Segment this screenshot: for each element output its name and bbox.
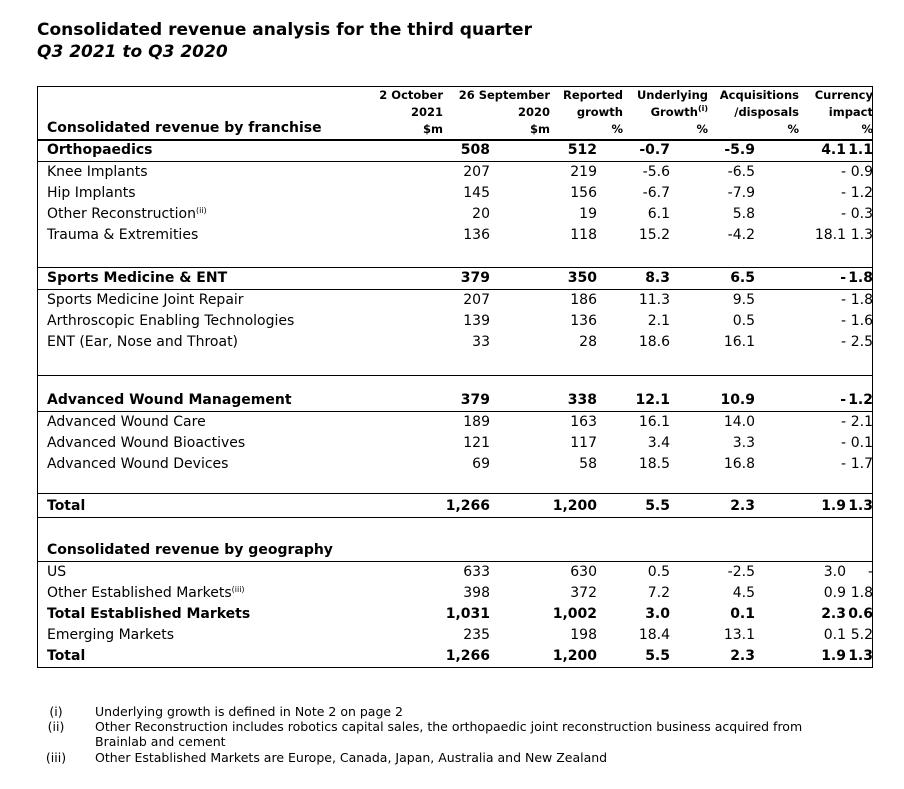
footnote-marker: (ii) [47,719,65,734]
table-row-geography: Total 1,266 1,200 5.5 2.3 1.9 1.3 [47,648,873,664]
table-row-orthopaedics: Orthopaedics 508 512 -0.7 -5.9 4.1 1.1 [47,142,873,158]
table-row: Arthroscopic Enabling Technologies 139 136 2.1 0.5 - 1.6 [47,313,873,329]
section-divider [37,493,873,494]
column-header-2021: 2 October 2021 $m [379,88,443,136]
geography-heading: Consolidated revenue by geography [47,542,333,558]
table-row: ENT (Ear, Nose and Throat) 33 28 18.6 16.1 - 2.5 [47,334,873,350]
table-row-wound-management: Advanced Wound Management 379 338 12.1 10.9 - 1.2 [47,392,873,408]
section-divider [37,517,873,518]
franchise-heading: Consolidated revenue by franchise [47,120,322,136]
table-row: Advanced Wound Bioactives 121 117 3.4 3.3 - 0.1 [47,435,873,451]
table-row: Knee Implants 207 219 -5.6 -6.5 - 0.9 [47,164,873,180]
table-row-geography: Total Established Markets 1,031 1,002 3.0 0.1 2.3 0.6 [47,606,873,622]
table-row-sports-medicine: Sports Medicine & ENT 379 350 8.3 6.5 - 1.8 [47,270,873,286]
table-row: Sports Medicine Joint Repair 207 186 11.3 9.5 - 1.8 [47,292,873,308]
table-row: Other Reconstruction$^{(ii)}$ 20 19 6.1 5.8 - 0.3 [47,206,873,222]
page-title: Consolidated revenue analysis for the third quarter [37,20,532,40]
table-row: Advanced Wound Devices 69 58 18.5 16.8 - 1.7 [47,456,873,472]
footnote-marker: (iii) [45,750,67,765]
footnote-text: Brainlab and cement [95,734,226,749]
footnote-text: Other Reconstruction includes robotics capital sales, the orthopaedic joint reconstruction business acquired from [95,719,803,734]
footnote-text: Underlying growth is defined in Note 2 on page 2 [95,704,404,719]
table-row-geography: US 633 630 0.5 -2.5 3.0 - [47,564,873,580]
column-header-underlying-growth: Underlying Growth$^{(i)}$ % [636,88,708,136]
column-header-currency: Currency impact % [814,88,873,136]
table-row: Trauma & Extremities 136 118 15.2 -4.2 18.1 1.3 [47,227,873,243]
column-header-2020: 26 September 2020 $m [458,88,550,136]
table-row-geography: Emerging Markets 235 198 18.4 13.1 0.1 5.2 [47,627,873,643]
table-row-franchise-total: Total 1,266 1,200 5.5 2.3 1.9 1.3 [47,498,873,514]
table-row: Advanced Wound Care 189 163 16.1 14.0 - 2.1 [47,414,873,430]
column-header-acquisitions: Acquisitions /disposals % [719,88,799,136]
footnote-text: Other Established Markets are Europe, Canada, Japan, Australia and New Zealand [95,750,608,765]
table-row-geography: Other Established Markets$^{(iii)}$ 398 372 7.2 4.5 0.9 1.8 [47,585,873,601]
table-row: Hip Implants 145 156 -6.7 -7.9 - 1.2 [47,185,873,201]
column-header-reported-growth: Reported growth % [563,88,623,136]
section-divider [37,375,873,376]
page-subtitle: Q3 2021 to Q3 2020 [37,42,228,62]
footnote-marker: (i) [49,704,63,719]
